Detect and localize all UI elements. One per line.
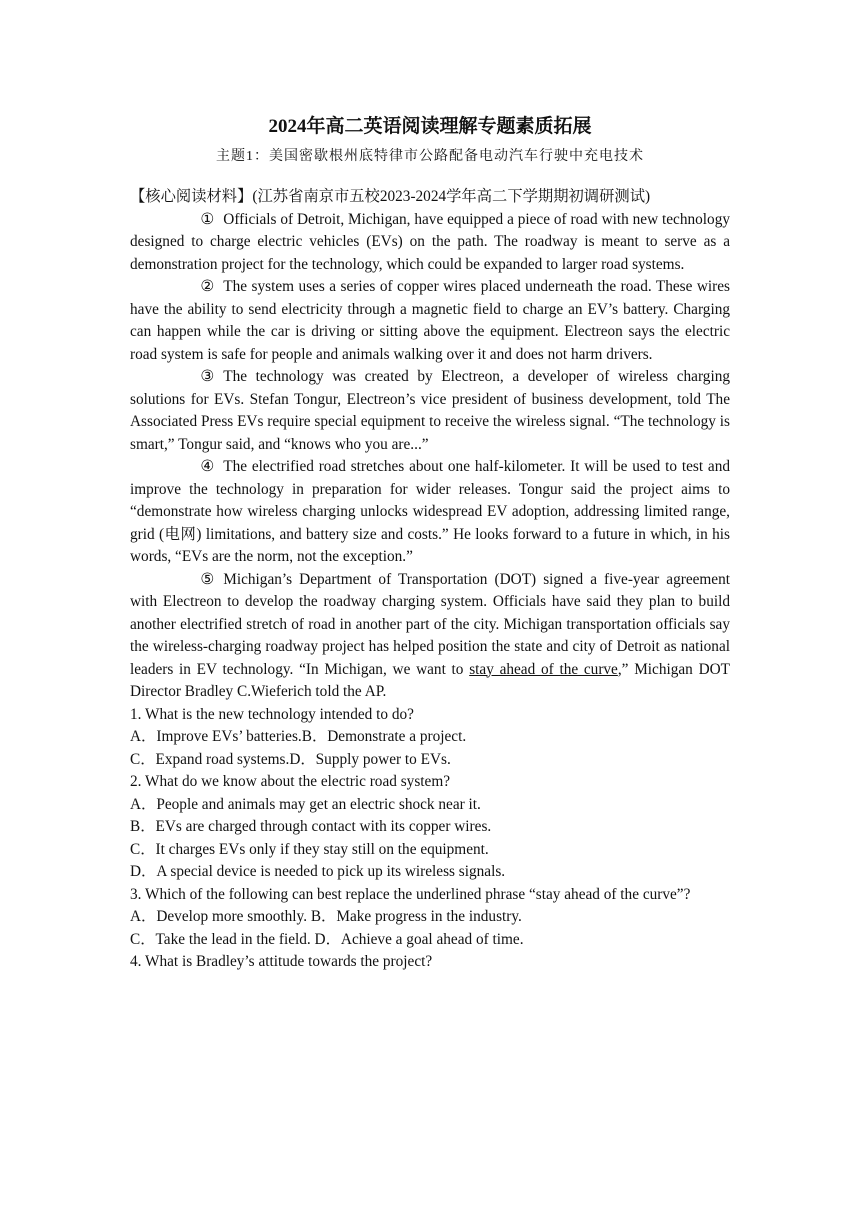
question-1-stem: 1. What is the new technology intended to do?	[130, 705, 414, 723]
question-2-option-c: C．It charges EVs only if they stay still on the equipment.	[130, 840, 489, 858]
question-2-option-d: D．A special device is needed to pick up its wireless signals.	[130, 863, 506, 880]
paragraph-number: ③	[200, 368, 215, 385]
paragraph-number: ⑤	[200, 570, 215, 588]
question-1-options-cd: C．Expand road systems.D．Supply power to EVs.	[130, 750, 451, 768]
paragraph-text: ,” Michigan DOT Director Bradley C.Wieferich told the AP.	[130, 660, 731, 700]
paragraph-text: Michigan’s Department of Transportation (DOT) signed a five-year agreement with Electreon to develop the roadway charging system. Officials have said they plan to build another electrified stretch of road in another part of the city. Michigan transportation officials say the wireless-charging roadway project has helped position the state and city of Detroit as national leaders in EV technology. “In Michigan, we want to	[130, 570, 730, 678]
reading-source: 【核心阅读材料】(江苏省南京市五校2023-2024学年高二下学期期初调研测试)	[130, 188, 651, 205]
document-subtitle: 主题1：美国密歇根州底特律市公路配备电动汽车行驶中充电技术	[216, 149, 644, 164]
paragraph-number: ①	[200, 210, 215, 228]
paragraph-text: The system uses a series of copper wires placed underneath the road. These wires have the ability to send electricity through a magnetic field to charge an EV’s battery. Charging can happen while the car is driving or sitting above the equipment. Electreon says the electric road system is safe for people and animals walking over it and does not harm drivers.	[130, 278, 730, 363]
paragraph-text: The technology was created by Electreon, a developer of wireless charging solutions for EVs. Stefan Tongur, Electreon’s vice president of business development, told The Associated Press EVs require special equipment to receive the wireless signal. “The technology is smart,” Tongur said, and “knows who you are...”	[130, 368, 730, 453]
question-3-stem: 3. Which of the following can best replace the underlined phrase “stay ahead of the curve”?	[130, 885, 691, 903]
document-title: 2024年高二英语阅读理解专题素质拓展	[268, 116, 592, 137]
underlined-phrase: stay ahead of the curve	[469, 660, 618, 678]
paragraph-number: ②	[200, 278, 215, 295]
paragraph-number: ④	[200, 458, 215, 475]
paragraph-text: Officials of Detroit, Michigan, have equipped a piece of road with new technology designed to charge electric vehicles (EVs) on the path. The roadway is meant to serve as a demonstration project for the technology, which could be expanded to larger road systems.	[130, 210, 730, 273]
paragraph-4	[130, 456, 730, 569]
question-2-stem: 2. What do we know about the electric road system?	[130, 773, 451, 790]
question-1-options-ab: A．Improve EVs’ batteries.B．Demonstrate a project.	[130, 728, 467, 745]
question-4-stem: 4. What is Bradley’s attitude towards the project?	[130, 953, 433, 970]
question-2-option-b: B．EVs are charged through contact with its copper wires.	[130, 818, 492, 835]
document-content	[130, 114, 730, 974]
paragraph-text: The electrified road stretches about one half-kilometer. It will be used to test and improve the technology in preparation for wider releases. Tongur said the project aims to “demonstrate how wireless charging unlocks widespread EV adoption, addressing limited range, grid (电网) limitations, and battery size and costs.” He looks forward to a future in which, in his words, “EVs are the norm, not the exception.”	[130, 458, 730, 565]
question-2-option-a: A．People and animals may get an electric shock near it.	[130, 795, 481, 813]
question-3-options-cd: C．Take the lead in the field. D．Achieve a goal ahead of time.	[130, 930, 524, 948]
question-3-options-ab: A．Develop more smoothly. B．Make progress in the industry.	[130, 908, 522, 925]
paragraph-2	[130, 276, 730, 366]
paragraph-5	[130, 569, 730, 704]
paragraph-1	[130, 209, 730, 277]
paragraph-3	[130, 366, 730, 456]
